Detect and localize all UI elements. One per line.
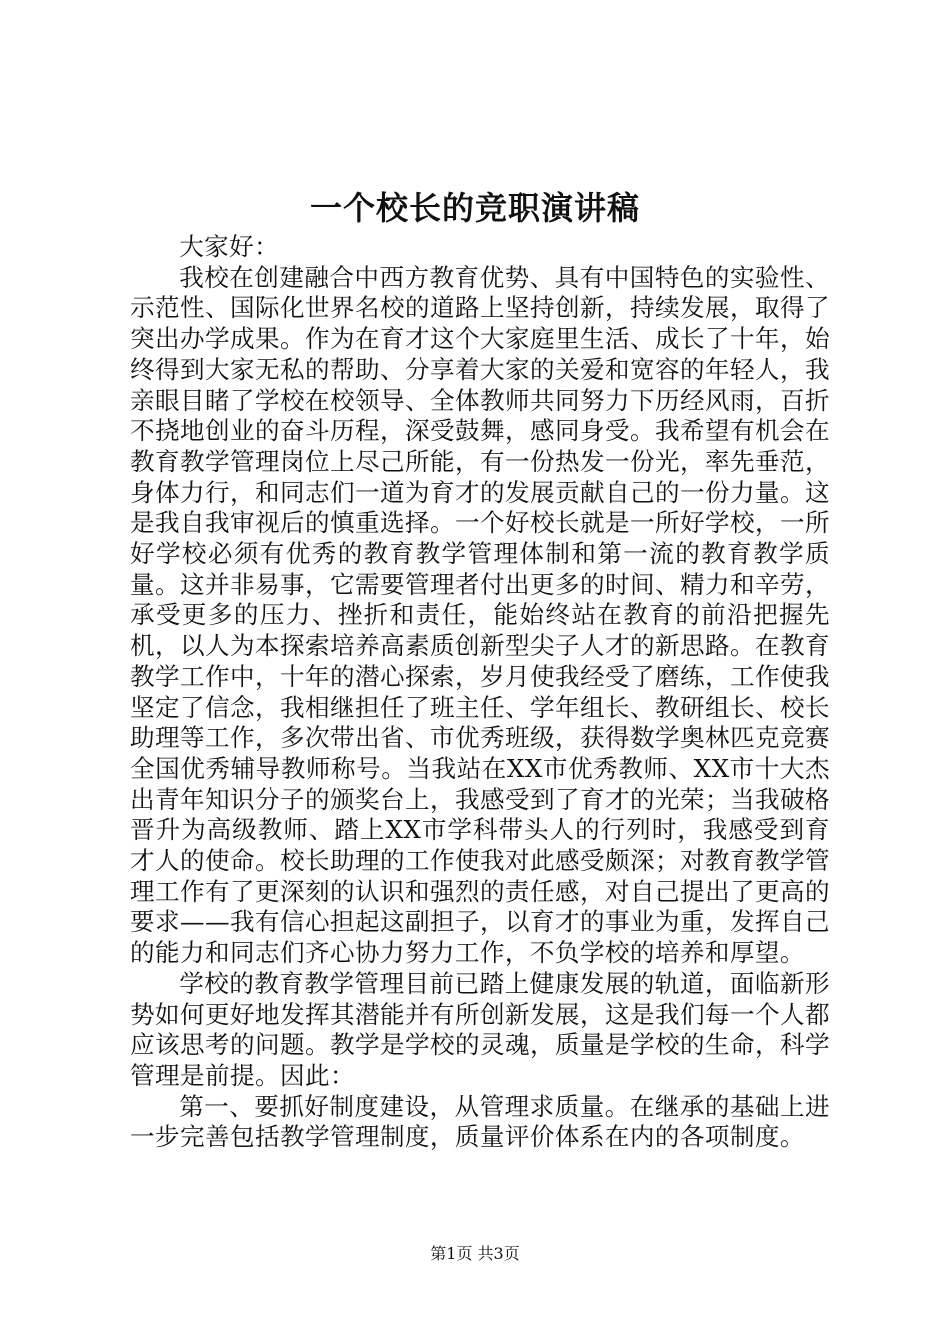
paragraph-3: 第一、要抓好制度建设，从管理求质量。在继承的基础上进一步完善包括教学管理制度，质量评价体系在内的各项制度。 xyxy=(130,1091,830,1152)
document-body xyxy=(130,232,830,1153)
paragraph-2: 学校的教育教学管理目前已踏上健康发展的轨道，面临新形势如何更好地发挥其潜能并有所创新发展，这是我们每一个人都应该思考的问题。教学是学校的灵魂，质量是学校的生命，科学管理是前提。因此： xyxy=(130,968,830,1090)
document-title: 一个校长的竞职演讲稿 xyxy=(309,189,640,227)
paragraph-greeting: 大家好： xyxy=(179,232,280,261)
page-footer: 第1页 共3页 xyxy=(430,1244,520,1263)
paragraph-1: 我校在创建融合中西方教育优势、具有中国特色的实验性、示范性、国际化世界名校的道路上坚持创新，持续发展，取得了突出办学成果。作为在育才这个大家庭里生活、成长了十年，始终得到大家无私的帮助、分享着大家的关爱和宽容的年轻人，我亲眼目睹了学校在校领导、全体教师共同努力下历经风雨，百折不挠地创业的奋斗历程，深受鼓舞，感同身受。我希望有机会在教育教学管理岗位上尽己所能，有一份热发一份光，率先垂范，身体力行，和同志们一道为育才的发展贡献自己的一份力量。这是我自我审视后的慎重选择。一个好校长就是一所好学校，一所好学校必须有优秀的教育教学管理体制和第一流的教育教学质量。这并非易事，它需要管理者付出更多的时间、精力和辛劳，承受更多的压力、挫折和责任，能始终站在教育的前沿把握先机，以人为本探索培养高素质创新型尖子人才的新思路。在教育教学工作中，十年的潜心探索，岁月使我经受了磨练，工作使我坚定了信念，我相继担任了班主任、学年组长、教研组长、校长助理等工作，多次带出省、市优秀班级，获得数学奥林匹克竞赛全国优秀辅导教师称号。当我站在XX市优秀教师、XX市十大杰出青年知识分子的颁奖台上，我感受到了育才的光荣；当我破格晋升为高级教师、踏上XX市学科带头人的行列时，我感受到育才人的使命。校长助理的工作使我对此感受颇深；对教育教学管理工作有了更深刻的认识和强烈的责任感，对自己提出了更高的要求——我有信心担起这副担子，以育才的事业为重，发挥自己的能力和同志们齐心协力努力工作，不负学校的培养和厚望。 xyxy=(130,262,830,968)
